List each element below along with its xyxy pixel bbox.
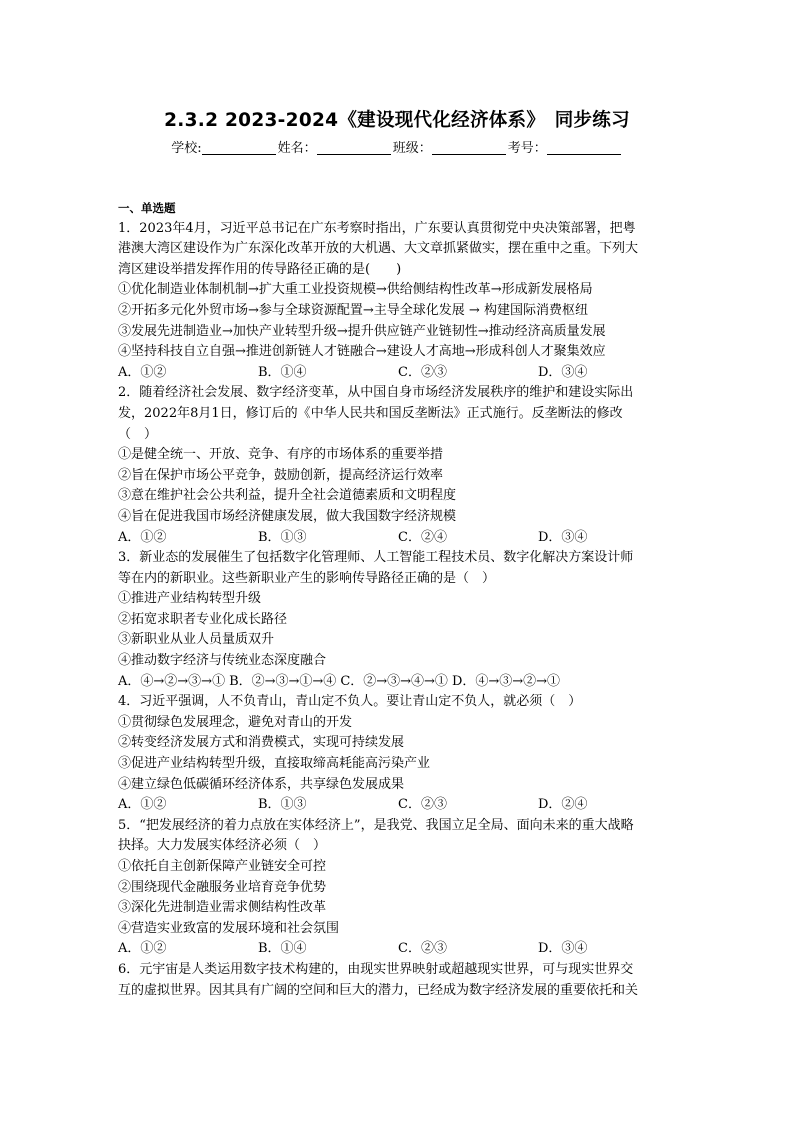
statement-item: ③意在维护社会公共利益，提升全社会道德素质和文明程度 xyxy=(118,488,457,504)
answer-options xyxy=(118,528,678,549)
question-stem-line: 等在内的新职业。这些新职业产生的影响传导路径正确的是（ ） xyxy=(118,570,496,586)
answer-option[interactable]: D．②④ xyxy=(538,797,588,813)
name-blank[interactable] xyxy=(317,141,391,155)
answer-option[interactable]: D．③④ xyxy=(538,364,588,380)
statement-item: ②围绕现代金融服务业培育竞争优势 xyxy=(118,879,327,895)
answer-option[interactable]: C．②③ xyxy=(398,364,447,380)
statement-item: ①贯彻绿色发展理念，避免对青山的开发 xyxy=(118,714,353,730)
answer-option[interactable]: C．②③ xyxy=(398,797,447,813)
answer-option[interactable]: C．②③ xyxy=(398,941,447,957)
answer-options xyxy=(118,795,678,816)
statement-item: ④营造实业致富的发展环境和社会氛围 xyxy=(118,920,340,936)
answer-options xyxy=(118,939,678,960)
question-stem-line: 3．新业态的发展催生了包括数字化管理师、人工智能工程技术员、数字化解决方案设计师 xyxy=(118,550,634,566)
name-label: 姓名： xyxy=(277,141,317,156)
statement-item: ②转变经济发展方式和消费模式，实现可持续发展 xyxy=(118,735,405,751)
question-stem-line: （ ） xyxy=(118,426,158,442)
question-stem-line: 2．随着经济社会发展、数字经济变革，从中国自身市场经济发展秩序的维护和建设实际出 xyxy=(118,385,634,401)
question-1 xyxy=(118,219,678,384)
statement-item: ①推进产业结构转型升级 xyxy=(118,591,262,607)
question-6 xyxy=(118,960,678,1001)
statement-item: ③新职业从业人员量质双升 xyxy=(118,632,275,648)
class-label: 班级： xyxy=(392,141,432,156)
statement-item: ③深化先进制造业需求侧结构性改革 xyxy=(118,900,327,916)
question-stem-line: 4．习近平强调，人不负青山，青山定不负人。要让青山定不负人，就必须（ ） xyxy=(118,694,582,710)
question-stem-line: 发，2022年8月1日，修订后的《中华人民共和国反垄断法》正式施行。反垄断法的修改 xyxy=(118,405,623,421)
answer-option[interactable]: B．①③ xyxy=(258,797,307,813)
answer-options xyxy=(118,363,678,384)
exam-no-label: 考号： xyxy=(507,141,547,156)
statement-item: ④建立绿色低碳循环经济体系，共享绿色发展成果 xyxy=(118,776,405,792)
answer-option[interactable]: B．①③ xyxy=(258,529,307,545)
answer-option[interactable]: B．①④ xyxy=(258,364,307,380)
question-stem-line: 湾区建设举措发挥作用的传导路径正确的是( ) xyxy=(118,261,402,277)
answer-option[interactable]: D．③④ xyxy=(538,941,588,957)
answer-option[interactable]: C．②④ xyxy=(398,529,447,545)
answer-option[interactable]: A．①② xyxy=(118,941,167,957)
question-stem-line: 6．元宇宙是人类运用数字技术构建的，由现实世界映射或超越现实世界，可与现实世界交 xyxy=(118,961,634,977)
answer-option[interactable]: C．②→③→④→① xyxy=(340,673,448,689)
statement-item: ①优化制造业体制机制→扩大重工业投资规模→供给侧结构性改革→形成新发展格局 xyxy=(118,282,593,298)
answer-options xyxy=(118,672,678,693)
answer-option[interactable]: A．①② xyxy=(118,529,167,545)
question-stem-line: 抉择。大力发展实体经济必须（ ） xyxy=(118,838,327,854)
school-label: 学校: xyxy=(171,141,202,156)
question-stem-line: 5．“把发展经济的着力点放在实体经济上”，是我党、我国立足全局、面向未来的重大战略 xyxy=(118,817,634,833)
question-2 xyxy=(118,383,678,548)
answer-option[interactable]: A．①② xyxy=(118,364,167,380)
statement-item: ②旨在保护市场公平竞争，鼓励创新，提高经济运行效率 xyxy=(118,467,444,483)
question-4 xyxy=(118,692,678,816)
question-stem-line: 互的虚拟世界。因其具有广阔的空间和巨大的潜力，已经成为数字经济发展的重要依托和关 xyxy=(118,982,639,998)
statement-item: ③促进产业结构转型升级，直接取缔高耗能高污染产业 xyxy=(118,756,431,772)
question-5 xyxy=(118,816,678,960)
question-content xyxy=(118,198,678,1001)
answer-option[interactable]: B．①④ xyxy=(258,941,307,957)
answer-option[interactable]: A．①② xyxy=(118,797,167,813)
question-3 xyxy=(118,548,678,692)
question-stem-line: 1．2023年4月，习近平总书记在广东考察时指出，广东要认真贯彻党中央决策部署，把粤 xyxy=(118,220,636,236)
answer-option[interactable]: D．③④ xyxy=(538,529,588,545)
section-heading: 一、单选题 xyxy=(118,201,176,215)
statement-item: ②拓宽求职者专业化成长路径 xyxy=(118,611,288,627)
question-list xyxy=(118,219,678,1002)
question-stem-line: 港澳大湾区建设作为广东深化改革开放的大机遇、大文章抓紧做实，摆在重中之重。下列大 xyxy=(118,241,639,257)
statement-item: ②开拓多元化外贸市场→参与全球资源配置→主导全球化发展 → 构建国际消费枢纽 xyxy=(118,302,588,318)
class-blank[interactable] xyxy=(432,141,506,155)
answer-option[interactable]: B．②→③→①→④ xyxy=(229,673,337,689)
student-info-line xyxy=(0,137,794,156)
statement-item: ④坚持科技自立自强→推进创新链人才链融合→建设人才高地→形成科创人才聚集效应 xyxy=(118,344,606,360)
statement-item: ④推动数字经济与传统业态深度融合 xyxy=(118,653,327,669)
exam-no-blank[interactable] xyxy=(547,141,621,155)
school-blank[interactable] xyxy=(202,141,276,155)
worksheet-title: 2.3.2 2023-2024《建设现代化经济体系》 同步练习 xyxy=(164,110,630,131)
answer-option[interactable]: A．④→②→③→① xyxy=(118,673,226,689)
statement-item: ③发展先进制造业→加快产业转型升级→提升供应链产业链韧性→推动经济高质量发展 xyxy=(118,323,606,339)
answer-option[interactable]: D．④→③→②→① xyxy=(451,673,561,689)
statement-item: ①依托自主创新保障产业链安全可控 xyxy=(118,859,327,874)
statement-item: ④旨在促进我国市场经济健康发展，做大我国数字经济规模 xyxy=(118,508,457,524)
statement-item: ①是健全统一、开放、竞争、有序的市场体系的重要举措 xyxy=(118,447,444,463)
